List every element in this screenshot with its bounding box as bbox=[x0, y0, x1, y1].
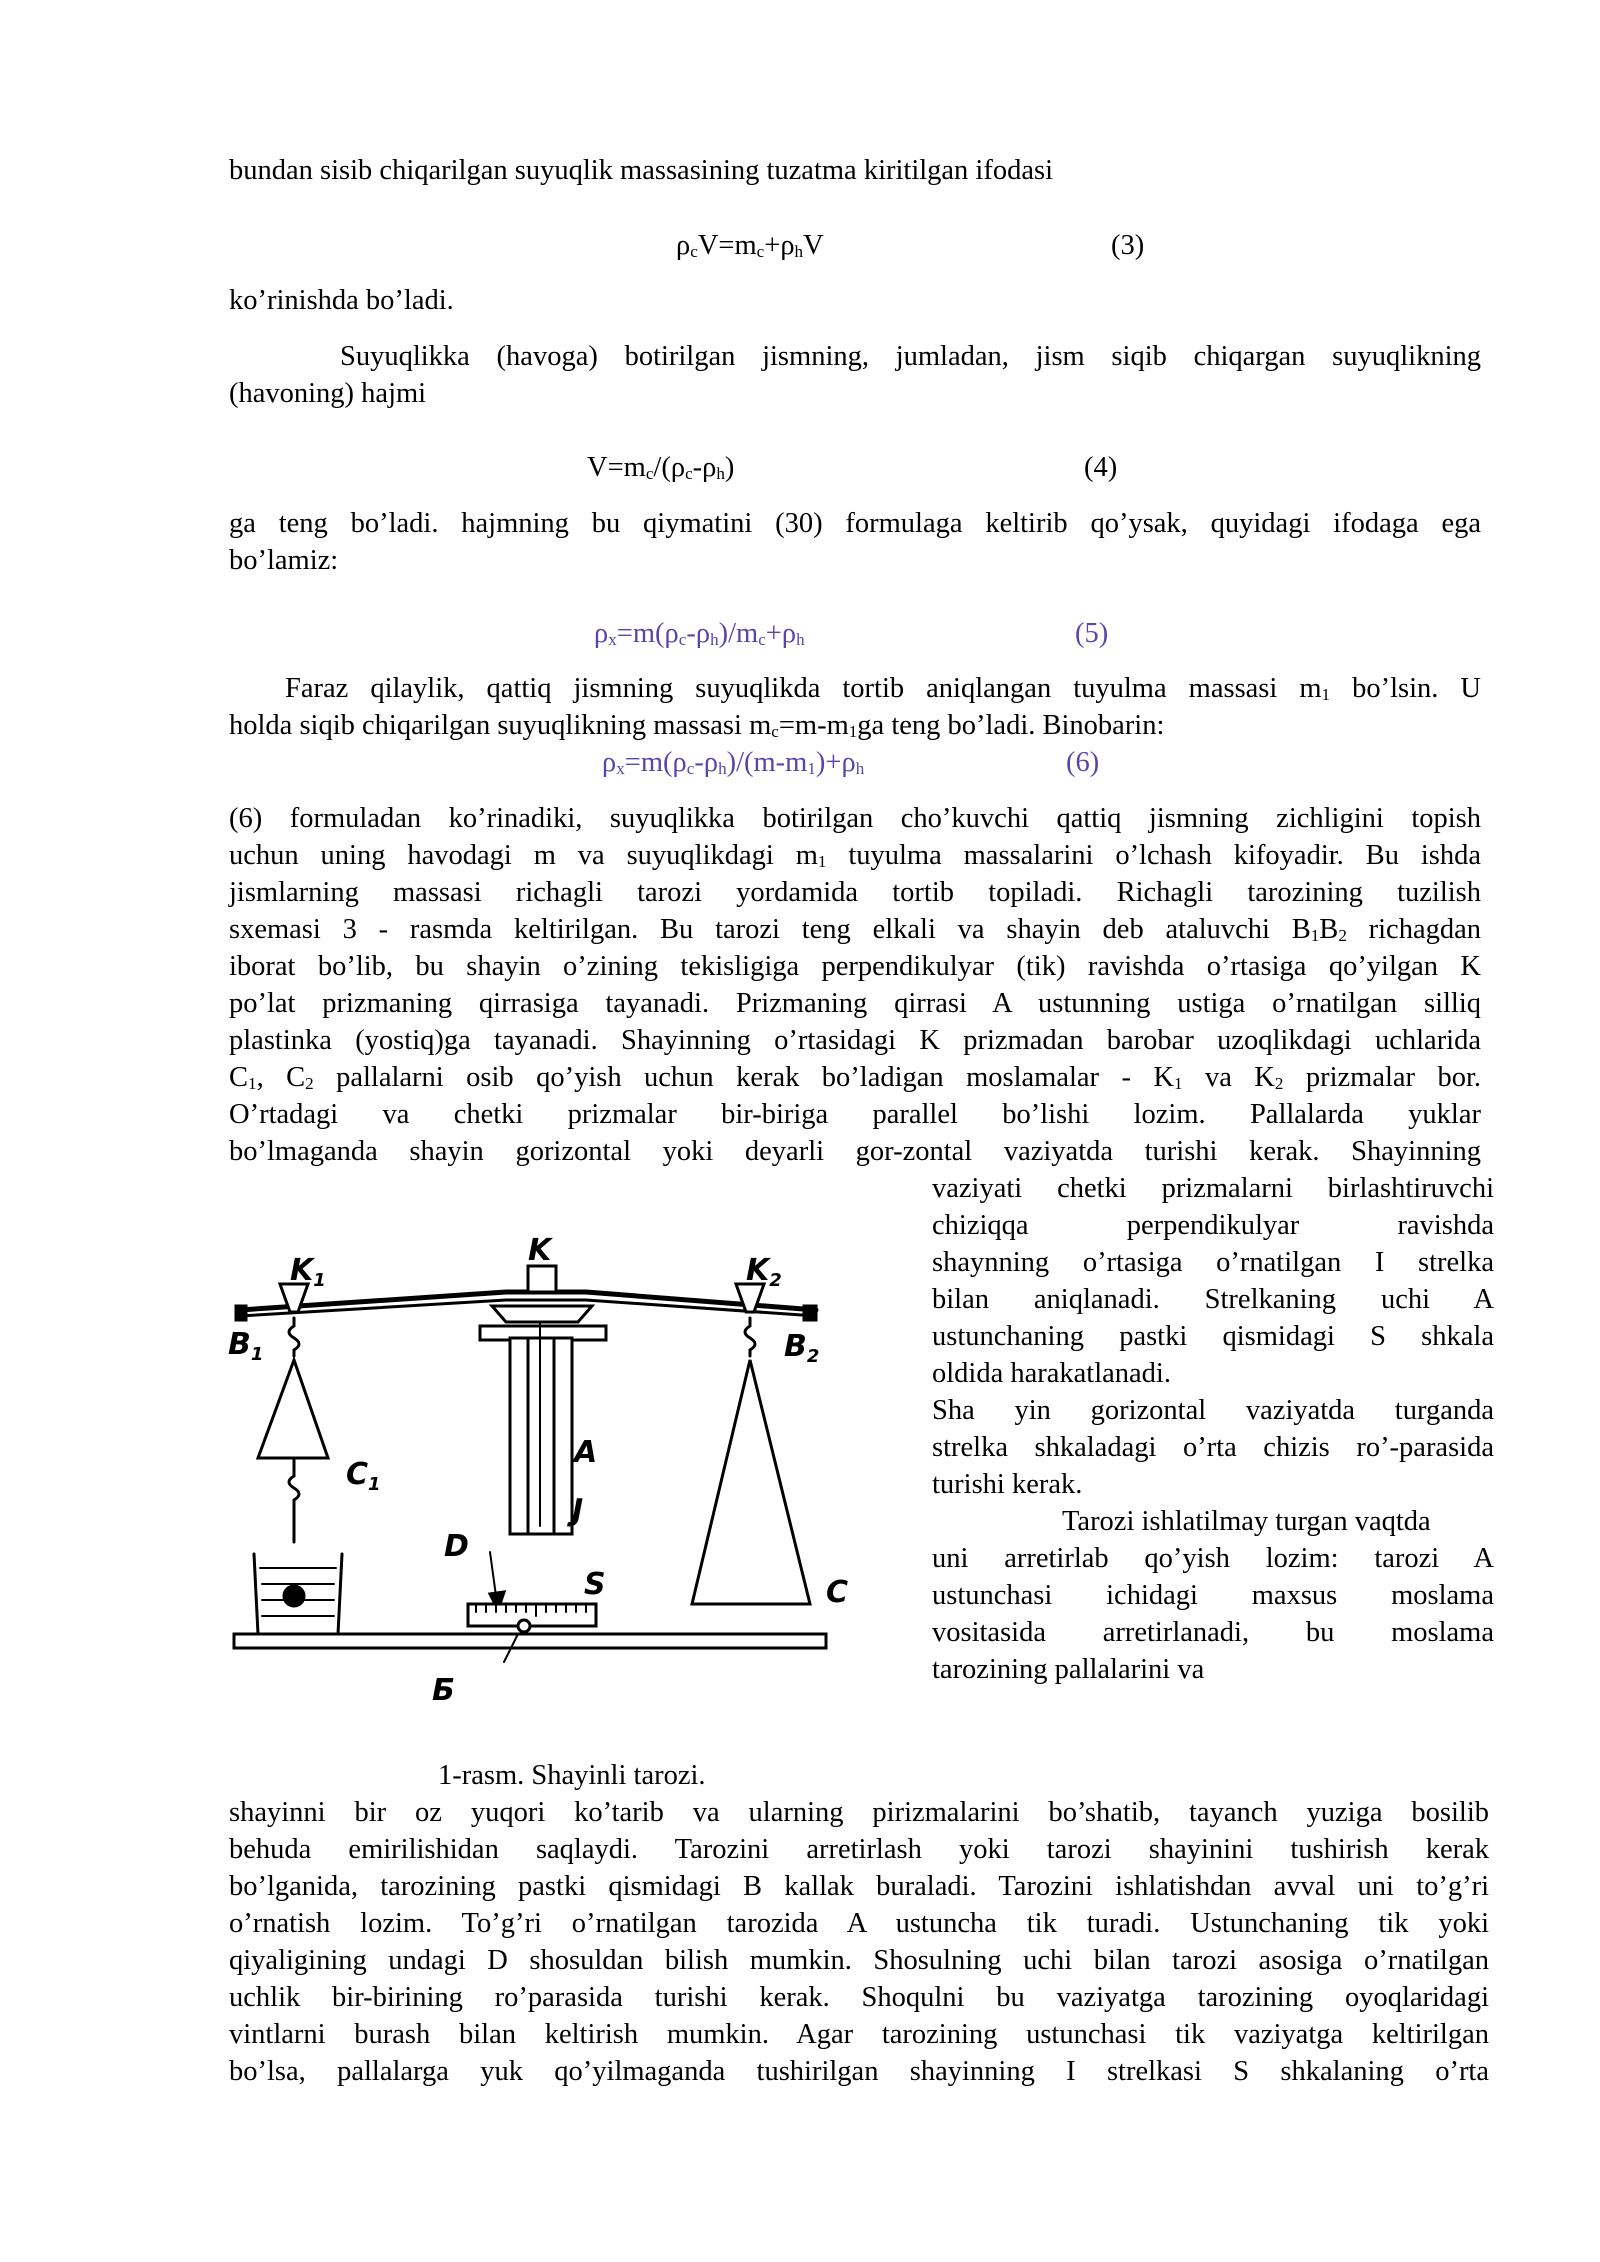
paragraph-line: Suyuqlikka (havoga) botirilgan jismning, jumladan, jism siqib chiqargan suyuqlikning bbox=[340, 341, 1481, 372]
paragraph-line: uchun uning havodagi m va suyuqlikdagi $m_1$ tuyulma massalarini o’lchash kifoyadir. Bu ishda bbox=[229, 840, 1481, 871]
paragraph-line: (havoning) hajmi bbox=[229, 378, 427, 409]
column-line: bilan aniqlanadi. Strelkaning uchi A bbox=[932, 1284, 1494, 1315]
label-B2: $B_2$ bbox=[784, 1329, 820, 1367]
column-line: oldida harakatlanadi. bbox=[932, 1358, 1171, 1389]
label-C1: $C_1$ bbox=[346, 1457, 381, 1495]
central-knob bbox=[528, 1266, 556, 1292]
column-line: vositasida arretirlanadi, bu moslama bbox=[932, 1617, 1494, 1648]
label-D: D bbox=[444, 1529, 469, 1564]
paragraph-line: uchlik bir-birining ro’parasida turishi kerak. Shoqulni bu vaziyatga tarozining oyoqlaridagi bbox=[229, 1982, 1489, 2013]
column-line: ustunchasi ichidagi maxsus moslama bbox=[932, 1580, 1494, 1611]
column-line: Tarozi ishlatilmay turgan vaqtda bbox=[1062, 1506, 1431, 1537]
figure-caption: 1-rasm. Shayinli tarozi. bbox=[438, 1760, 706, 1791]
paragraph-line: iborat bo’lib, bu shayin o’zining tekisligiga perpendikulyar (tik) ravishda o’rtasiga qo’yilgan K bbox=[229, 951, 1481, 982]
paragraph-line: holda siqib chiqarilgan suyuqlikning massasi $m_c=m-m_1ga$ teng bo’ladi. Binobarin: bbox=[229, 710, 1165, 741]
column-line: Sha yin gorizontal vaziyatda turganda bbox=[932, 1395, 1494, 1426]
equation-6: $\rho_x=m(\rho_c-\rho_h)/(m-m_1)+\rho_h$ bbox=[602, 747, 865, 778]
equation-3-number: (3) bbox=[1111, 230, 1145, 261]
paragraph-line: bo’lamiz: bbox=[229, 545, 339, 576]
column-line: turishi kerak. bbox=[932, 1469, 1083, 1500]
knob-B bbox=[518, 1620, 530, 1632]
paragraph-line: bo’lganida, tarozining pastki qismidagi B kallak buraladi. Tarozini ishlatishdan avval uni to’g’ri bbox=[229, 1871, 1489, 1902]
label-B1: $B_1$ bbox=[228, 1327, 264, 1365]
hook-left-lower bbox=[289, 1458, 299, 1542]
paragraph-line: Faraz qilaylik, qattiq jismning suyuqlikda tortib aniqlangan tuyulma massasi $m_1$ bo’lsin. U bbox=[285, 673, 1481, 704]
column-line: uni arretirlab qo’yish lozim: tarozi A bbox=[932, 1543, 1494, 1574]
paragraph-line: sxemasi 3 - rasmda keltirilgan. Bu tarozi teng elkali va shayin deb ataluvchi $B_1B_2$ richagdan bbox=[229, 914, 1482, 945]
paragraph-line: o’rnatish lozim. To’g’ri o’rnatilgan tarozida A ustuncha tik turadi. Ustunchaning tik yoki bbox=[229, 1908, 1489, 1939]
label-K2: $K_2$ bbox=[746, 1253, 782, 1291]
paragraph-line: bo’lsa, pallalarga yuk qo’yilmaganda tushirilgan shayinning I strelkasi S shkalaning o’rta bbox=[229, 2056, 1489, 2087]
paragraph-line: shayinni bir oz yuqori ko’tarib va ularning pirizmalarini bo’shatib, tayanch yuziga bosilib bbox=[229, 1797, 1489, 1828]
column-line: shaynning o’rtasiga o’rnatilgan I strelka bbox=[932, 1247, 1494, 1278]
equation-6-number: (6) bbox=[1066, 747, 1100, 778]
paragraph-line: ga teng bo’ladi. hajmning bu qiymatini (30) formulaga keltirib qo’ysak, quyidagi ifodaga ega bbox=[229, 508, 1481, 539]
paragraph-line: bundan sisib chiqarilgan suyuqlik massasining tuzatma kiritilgan ifodasi bbox=[229, 155, 1053, 186]
column-line: chiziqqa perpendikulyar ravishda bbox=[932, 1210, 1494, 1241]
column-line: ustunchaning pastki qismidagi S shkala bbox=[932, 1321, 1494, 1352]
hook-right bbox=[745, 1318, 755, 1356]
hook-left bbox=[289, 1318, 299, 1356]
sample-body bbox=[284, 1586, 304, 1606]
paragraph-line: behuda emirilishidan saqlaydi. Tarozini arretirlash yoki tarozi shayinini tushirish kerak bbox=[229, 1834, 1489, 1865]
paragraph-line: ko’rinishda bo’ladi. bbox=[229, 285, 454, 316]
pan-C2 bbox=[692, 1360, 810, 1604]
label-A: A bbox=[574, 1435, 598, 1470]
equation-4-number: (4) bbox=[1084, 452, 1118, 483]
label-K: K bbox=[528, 1233, 552, 1268]
paragraph-line: (6) formuladan ko’rinadiki, suyuqlikka botirilgan cho’kuvchi qattiq jismning zichligini topish bbox=[229, 803, 1481, 834]
label-S: S bbox=[584, 1567, 606, 1602]
plumb-D bbox=[490, 1552, 496, 1596]
paragraph-line: po’lat prizmaning qirrasiga tayanadi. Prizmaning qirrasi A ustunning ustiga o’rnatilgan silliq bbox=[229, 988, 1481, 1019]
paragraph-line: plastinka (yostiq)ga tayanadi. Shayinning o’rtasidagi K prizmadan barobar uzoqlikdagi uchlarida bbox=[229, 1025, 1481, 1056]
label-K1: $K_1$ bbox=[290, 1253, 326, 1291]
column-line: strelka shkaladagi o’rta chizis ro’-parasida bbox=[932, 1432, 1494, 1463]
base bbox=[234, 1634, 826, 1648]
equation-3: $\rho_cV=m_c+\rho_hV$ bbox=[676, 230, 824, 261]
balance-figure bbox=[228, 1226, 868, 1746]
label-base-B: Б bbox=[432, 1673, 455, 1708]
label-C2: C bbox=[826, 1575, 849, 1610]
paragraph-line: jismlarning massasi richagli tarozi yordamida tortib topiladi. Richagli tarozining tuzilish bbox=[229, 877, 1481, 908]
central-bracket bbox=[492, 1306, 592, 1322]
paragraph-line: $C_1$, $C_2$ pallalarni osib qo’yish uchun kerak bo’ladigan moslamalar - $K_1$ va $K_2$ prizmalar bor. bbox=[229, 1062, 1482, 1093]
paragraph-line: bo’lmaganda shayin gorizontal yoki deyarli gor-zontal vaziyatda turishi kerak. Shayinning bbox=[229, 1136, 1481, 1167]
beam-left-end bbox=[236, 1306, 246, 1320]
equation-5: $\rho_x=m(\rho_c-\rho_h)/m_c+\rho_h$ bbox=[594, 618, 805, 649]
label-J: J bbox=[572, 1493, 584, 1528]
column-line: tarozining pallalarini va bbox=[932, 1654, 1205, 1685]
pan-C1 bbox=[258, 1360, 328, 1458]
paragraph-line: qiyaligining undagi D shosuldan bilish mumkin. Shosulning uchi bilan tarozi asosiga o’rnatilgan bbox=[229, 1945, 1489, 1976]
beam-right-end bbox=[804, 1306, 816, 1320]
paragraph-line: O’rtadagi va chetki prizmalar bir-biriga parallel bo’lishi lozim. Pallalarda yuklar bbox=[229, 1099, 1481, 1130]
column-line: vaziyati chetki prizmalarni birlashtiruvchi bbox=[932, 1173, 1494, 1204]
equation-4: $V=m_c/(\rho_c-\rho_h)$ bbox=[587, 452, 735, 483]
equation-5-number: (5) bbox=[1075, 618, 1109, 649]
paragraph-line: vintlarni burash bilan keltirish mumkin. Agar tarozining ustunchasi tik vaziyatga keltirilgan bbox=[229, 2019, 1489, 2050]
